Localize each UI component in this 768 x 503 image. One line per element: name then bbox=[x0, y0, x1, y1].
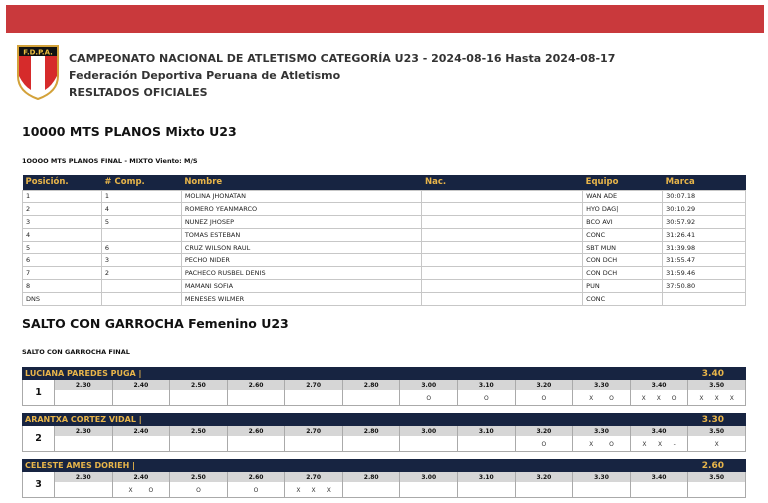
attempts-cell bbox=[113, 391, 170, 406]
bar-height: 3.30 bbox=[573, 426, 630, 437]
table-cell: TOMAS ESTEBAN bbox=[181, 228, 422, 241]
table-row bbox=[23, 216, 746, 229]
vault-result-block bbox=[22, 459, 746, 498]
height-column bbox=[170, 380, 228, 406]
event-title-pole-vault: SALTO CON GARROCHA Femenino U23 bbox=[22, 316, 289, 331]
athlete-name: LUCIANA PAREDES PUGA | bbox=[25, 369, 142, 378]
bar-height: 3.50 bbox=[688, 380, 745, 391]
table-cell: 6 bbox=[101, 241, 181, 254]
attempt-result: - bbox=[673, 440, 676, 448]
table-cell: WAN ADE bbox=[583, 190, 663, 203]
table-cell: CRUZ WILSON RAUL bbox=[181, 241, 422, 254]
attempts-cell bbox=[631, 391, 688, 406]
attempts-cell bbox=[688, 483, 745, 498]
vault-result-block bbox=[22, 413, 746, 452]
bar-height: 2.60 bbox=[228, 380, 285, 391]
table-cell: CONC bbox=[583, 292, 663, 305]
bar-height: 3.50 bbox=[688, 472, 745, 483]
attempt-result: X bbox=[326, 486, 331, 494]
table-cell: 31:39.98 bbox=[663, 241, 746, 254]
bar-height: 3.30 bbox=[573, 472, 630, 483]
attempt-result: X bbox=[699, 394, 704, 402]
bar-height: 2.50 bbox=[170, 426, 227, 437]
bar-height: 2.30 bbox=[55, 426, 112, 437]
bar-height: 3.10 bbox=[458, 472, 515, 483]
attempt-result: O bbox=[671, 394, 677, 402]
height-column bbox=[113, 380, 171, 406]
bar-height: 3.40 bbox=[631, 380, 688, 391]
height-column bbox=[55, 380, 113, 406]
event-title-10000m: 10000 MTS PLANOS Mixto U23 bbox=[22, 124, 237, 139]
bar-height: 2.30 bbox=[55, 472, 112, 483]
event-subtitle-10000m: 1OOOO MTS PLANOS FINAL - MIXTO Viento: M/S bbox=[22, 157, 198, 165]
column-header: # Comp. bbox=[101, 175, 181, 190]
table-cell: 2 bbox=[23, 203, 102, 216]
bar-height: 3.40 bbox=[631, 472, 688, 483]
table-cell: 2 bbox=[101, 267, 181, 280]
height-column bbox=[228, 472, 286, 498]
table-cell: CON DCH bbox=[583, 267, 663, 280]
column-header: Posición. bbox=[23, 175, 102, 190]
table-cell: PUN bbox=[583, 280, 663, 293]
attempt-result: O bbox=[609, 394, 614, 402]
height-column bbox=[573, 380, 631, 406]
height-column bbox=[55, 472, 113, 498]
bar-height: 3.10 bbox=[458, 426, 515, 437]
height-column bbox=[343, 472, 401, 498]
bar-height: 3.40 bbox=[631, 426, 688, 437]
attempt-result: O bbox=[253, 486, 259, 494]
attempts-cell bbox=[228, 437, 285, 452]
attempt-result: X bbox=[714, 440, 719, 448]
fdpa-logo bbox=[16, 44, 60, 100]
table-cell: 8 bbox=[23, 280, 102, 293]
bar-height: 2.50 bbox=[170, 380, 227, 391]
bar-height: 3.20 bbox=[516, 426, 573, 437]
athlete-header bbox=[22, 459, 746, 472]
table-cell: 6 bbox=[23, 254, 102, 267]
athlete-name: CELESTE AMES DORIEH | bbox=[25, 461, 135, 470]
height-column bbox=[113, 426, 171, 452]
bar-height: 2.30 bbox=[55, 380, 112, 391]
attempts-cell bbox=[228, 391, 285, 406]
attempt-result: O bbox=[483, 394, 489, 402]
bar-height: 3.10 bbox=[458, 380, 515, 391]
attempt-result: X bbox=[589, 440, 594, 448]
table-row bbox=[23, 254, 746, 267]
attempts-cell bbox=[400, 483, 457, 498]
table-cell bbox=[422, 241, 583, 254]
attempts-cell bbox=[170, 483, 227, 498]
height-column bbox=[688, 472, 746, 498]
height-column bbox=[458, 472, 516, 498]
height-column bbox=[688, 380, 746, 406]
column-header: Nac. bbox=[422, 175, 583, 190]
table-cell: 5 bbox=[101, 216, 181, 229]
table-cell: 30:10.29 bbox=[663, 203, 746, 216]
attempt-result: X bbox=[641, 394, 646, 402]
table-cell: CON DCH bbox=[583, 254, 663, 267]
table-cell bbox=[101, 228, 181, 241]
athlete-mark: 2.60 bbox=[701, 460, 724, 471]
attempts-cell bbox=[573, 483, 630, 498]
results-table-10000m bbox=[22, 175, 746, 306]
attempts-cell bbox=[688, 437, 745, 452]
table-cell: 5 bbox=[23, 241, 102, 254]
table-cell bbox=[422, 216, 583, 229]
attempts-cell bbox=[400, 437, 457, 452]
table-row bbox=[23, 292, 746, 305]
attempt-result: X bbox=[128, 486, 133, 494]
column-header: Equipo bbox=[583, 175, 663, 190]
table-cell bbox=[422, 203, 583, 216]
attempts-cell bbox=[55, 437, 112, 452]
attempts-cell bbox=[228, 483, 285, 498]
table-cell: 1 bbox=[101, 190, 181, 203]
table-cell bbox=[422, 228, 583, 241]
height-column bbox=[228, 426, 286, 452]
height-column bbox=[631, 380, 689, 406]
table-cell bbox=[422, 190, 583, 203]
athlete-place: 1 bbox=[22, 380, 55, 406]
bar-height: 2.40 bbox=[113, 380, 170, 391]
table-cell bbox=[422, 254, 583, 267]
table-row bbox=[23, 203, 746, 216]
attempts-cell bbox=[631, 483, 688, 498]
height-column bbox=[400, 380, 458, 406]
height-column bbox=[458, 426, 516, 452]
attempts-cell bbox=[573, 437, 630, 452]
table-cell bbox=[101, 292, 181, 305]
attempt-result: O bbox=[196, 486, 201, 494]
bar-height: 2.70 bbox=[285, 380, 342, 391]
height-column bbox=[285, 472, 343, 498]
attempts-cell bbox=[458, 437, 515, 452]
table-cell: NUNEZ JHOSEP bbox=[181, 216, 422, 229]
height-column bbox=[285, 426, 343, 452]
attempt-result: X bbox=[296, 486, 301, 494]
attempts-cell bbox=[343, 391, 400, 406]
bar-height: 3.20 bbox=[516, 472, 573, 483]
table-cell bbox=[422, 267, 583, 280]
attempt-result: X bbox=[311, 486, 316, 494]
table-cell bbox=[101, 280, 181, 293]
height-column bbox=[170, 472, 228, 498]
attempts-cell bbox=[170, 391, 227, 406]
bar-height: 3.00 bbox=[400, 472, 457, 483]
bar-height: 2.50 bbox=[170, 472, 227, 483]
attempt-result: O bbox=[541, 394, 547, 402]
bar-height: 2.70 bbox=[285, 426, 342, 437]
attempts-cell bbox=[113, 437, 170, 452]
attempts-cell bbox=[343, 437, 400, 452]
top-banner bbox=[6, 5, 764, 33]
attempt-result: X bbox=[656, 394, 661, 402]
height-column bbox=[516, 472, 574, 498]
attempt-result: O bbox=[541, 440, 547, 448]
table-cell: 37:50.80 bbox=[663, 280, 746, 293]
athlete-place: 2 bbox=[22, 426, 55, 452]
attempt-result: O bbox=[148, 486, 154, 494]
table-row bbox=[23, 190, 746, 203]
height-column bbox=[343, 380, 401, 406]
table-row bbox=[23, 267, 746, 280]
page-header bbox=[16, 44, 756, 104]
attempts-cell bbox=[343, 483, 400, 498]
attempt-result: X bbox=[729, 394, 734, 402]
table-cell bbox=[422, 280, 583, 293]
table-header-row bbox=[23, 175, 746, 190]
bar-height: 2.80 bbox=[343, 472, 400, 483]
table-row bbox=[23, 228, 746, 241]
height-column bbox=[400, 472, 458, 498]
athlete-header bbox=[22, 413, 746, 426]
bar-height: 3.20 bbox=[516, 380, 573, 391]
athlete-mark: 3.40 bbox=[701, 368, 724, 379]
table-cell: DNS bbox=[23, 292, 102, 305]
table-row bbox=[23, 241, 746, 254]
athlete-name: ARANTXA CORTEZ VIDAL | bbox=[25, 415, 142, 424]
vault-result-block bbox=[22, 367, 746, 406]
table-cell bbox=[663, 292, 746, 305]
table-cell: CONC bbox=[583, 228, 663, 241]
table-cell: SBT MUN bbox=[583, 241, 663, 254]
table-cell: 1 bbox=[23, 190, 102, 203]
attempts-cell bbox=[516, 391, 573, 406]
attempt-result: X bbox=[714, 394, 719, 402]
results-subtitle: RESLTADOS OFICIALES bbox=[69, 86, 208, 99]
athlete-header bbox=[22, 367, 746, 380]
bar-height: 3.50 bbox=[688, 426, 745, 437]
attempt-result: O bbox=[609, 440, 614, 448]
table-cell: MENESES WILMER bbox=[181, 292, 422, 305]
table-cell: BCO AVI bbox=[583, 216, 663, 229]
height-column bbox=[458, 380, 516, 406]
attempt-result: O bbox=[426, 394, 432, 402]
attempts-cell bbox=[55, 391, 112, 406]
attempt-result: X bbox=[642, 440, 647, 448]
attempts-cell bbox=[631, 437, 688, 452]
federation-name: Federación Deportiva Peruana de Atletismo bbox=[69, 69, 341, 82]
bar-height: 2.80 bbox=[343, 380, 400, 391]
event-subtitle-pole-vault: SALTO CON GARROCHA FINAL bbox=[22, 348, 130, 356]
table-cell: 31:59.46 bbox=[663, 267, 746, 280]
table-cell: 3 bbox=[101, 254, 181, 267]
table-cell: HYO DAG| bbox=[583, 203, 663, 216]
table-cell: 7 bbox=[23, 267, 102, 280]
bar-height: 2.60 bbox=[228, 426, 285, 437]
athlete-place: 3 bbox=[22, 472, 55, 498]
table-cell: PACHECO RUSBEL DENIS bbox=[181, 267, 422, 280]
attempts-cell bbox=[285, 391, 342, 406]
table-cell: 30:07.18 bbox=[663, 190, 746, 203]
table-cell: PECHO NIDER bbox=[181, 254, 422, 267]
height-column bbox=[170, 426, 228, 452]
table-cell: 31:55.47 bbox=[663, 254, 746, 267]
height-column bbox=[516, 426, 574, 452]
table-cell: 4 bbox=[101, 203, 181, 216]
attempts-cell bbox=[688, 391, 745, 406]
athlete-mark: 3.30 bbox=[701, 414, 724, 425]
height-column bbox=[573, 472, 631, 498]
table-cell: MAMANI SOFIA bbox=[181, 280, 422, 293]
attempts-cell bbox=[285, 483, 342, 498]
attempts-cell bbox=[113, 483, 170, 498]
attempt-result: X bbox=[657, 440, 663, 448]
attempts-cell bbox=[516, 483, 573, 498]
bar-height: 2.70 bbox=[285, 472, 342, 483]
table-cell: 3 bbox=[23, 216, 102, 229]
table-cell: MOLINA JHONATAN bbox=[181, 190, 422, 203]
attempts-cell bbox=[170, 437, 227, 452]
attempts-cell bbox=[55, 483, 112, 498]
attempts-cell bbox=[516, 437, 573, 452]
attempts-cell bbox=[458, 391, 515, 406]
height-column bbox=[55, 426, 113, 452]
attempts-cell bbox=[285, 437, 342, 452]
table-cell: 31:26.41 bbox=[663, 228, 746, 241]
height-column bbox=[631, 426, 689, 452]
height-column bbox=[228, 380, 286, 406]
attempt-result: X bbox=[589, 394, 594, 402]
column-header: Nombre bbox=[181, 175, 422, 190]
attempts-cell bbox=[573, 391, 630, 406]
bar-height: 2.60 bbox=[228, 472, 285, 483]
table-cell bbox=[422, 292, 583, 305]
bar-height: 2.40 bbox=[113, 472, 170, 483]
height-column bbox=[343, 426, 401, 452]
bar-height: 3.30 bbox=[573, 380, 630, 391]
bar-height: 2.80 bbox=[343, 426, 400, 437]
table-row bbox=[23, 280, 746, 293]
height-column bbox=[688, 426, 746, 452]
bar-height: 2.40 bbox=[113, 426, 170, 437]
table-cell: ROMERO YEANMARCO bbox=[181, 203, 422, 216]
bar-height: 3.00 bbox=[400, 380, 457, 391]
height-column bbox=[113, 472, 171, 498]
height-column bbox=[400, 426, 458, 452]
height-column bbox=[285, 380, 343, 406]
height-column bbox=[631, 472, 689, 498]
attempts-cell bbox=[458, 483, 515, 498]
championship-title: CAMPEONATO NACIONAL DE ATLETISMO CATEGORÍA U23 - 2024-08-16 Hasta 2024-08-17 bbox=[69, 52, 616, 65]
attempts-cell bbox=[400, 391, 457, 406]
logo-text: F.D.P.A. bbox=[23, 48, 53, 57]
bar-height: 3.00 bbox=[400, 426, 457, 437]
height-column bbox=[516, 380, 574, 406]
table-cell: 30:57.92 bbox=[663, 216, 746, 229]
height-column bbox=[573, 426, 631, 452]
table-cell: 4 bbox=[23, 228, 102, 241]
column-header: Marca bbox=[663, 175, 746, 190]
